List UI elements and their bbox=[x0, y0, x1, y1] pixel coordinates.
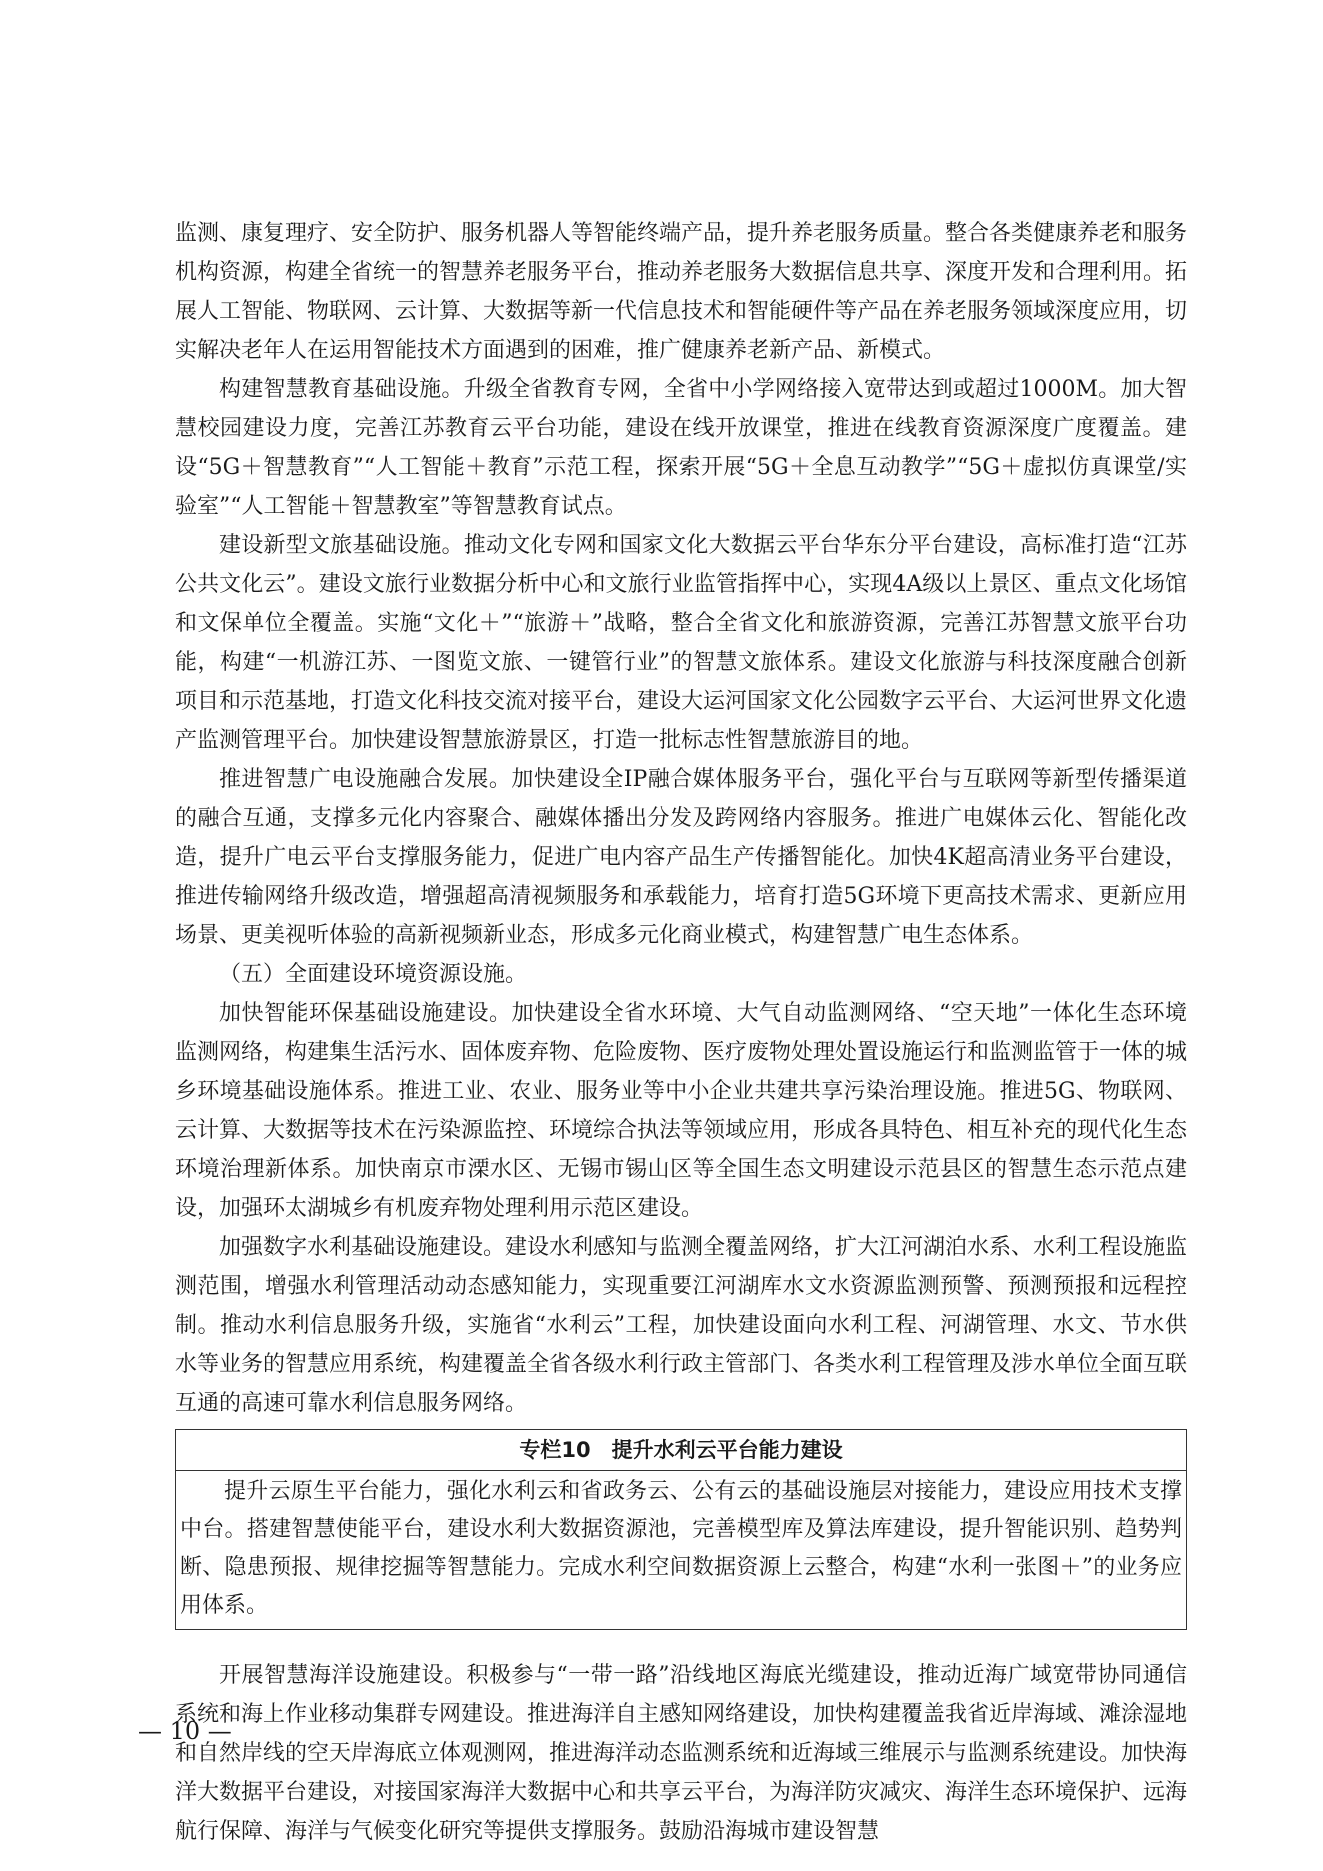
paragraph-elderly-care: 监测、康复理疗、安全防护、服务机器人等智能终端产品，提升养老服务质量。整合各类健康养老和服务机构资源，构建全省统一的智慧养老服务平台，推动养老服务大数据信息共享、深度开发和合理利用。拓展人工智能、物联网、云计算、大数据等新一代信息技术和智能硬件等产品在养老服务领域深度应用，切实解决老年人在运用智能技术方面遇到的困难，推广健康养老新产品、新模式。 bbox=[175, 221, 1188, 363]
paragraph-smart-broadcast: 推进智慧广电设施融合发展。加快建设全IP融合媒体服务平台，强化平台与互联网等新型传播渠道的融合互通，支撑多元化内容聚合、融媒体播出分发及跨网络内容服务。推进广电媒体云化、智能化改造，提升广电云平台支撑服务能力，促进广电内容产品生产传播智能化。加快4K超高清业务平台建设，推进传输网络升级改造，增强超高清视频服务和承载能力，培育打造5G环境下更高技术需求、更新应用场景、更美视听体验的高新视频新业态，形成多元化商业模式，构建智慧广电生态体系。 bbox=[175, 767, 1187, 948]
document-body bbox=[175, 214, 1187, 1851]
column-box-title: 专栏10 提升水利云平台能力建设 bbox=[176, 1430, 1186, 1471]
paragraph-smart-education: 构建智慧教育基础设施。升级全省教育专网，全省中小学网络接入宽带达到或超过1000M。加大智慧校园建设力度，完善江苏教育云平台功能，建设在线开放课堂，推进在线教育资源深度广度覆盖。建设“5G＋智慧教育”“人工智能＋教育”示范工程，探索开展“5G＋全息互动教学”“5G＋虚拟仿真课堂/实验室”“人工智能＋智慧教室”等智慧教育试点。 bbox=[175, 377, 1187, 519]
column-box-body: 提升云原生平台能力，强化水利云和省政务云、公有云的基础设施层对接能力，建设应用技术支撑中台。搭建智慧使能平台，建设水利大数据资源池，完善模型库及算法库建设，提升智能识别、趋势判断、隐患预报、规律挖掘等智慧能力。完成水利空间数据资源上云整合，构建“水利一张图＋”的业务应用体系。 bbox=[180, 1479, 1182, 1618]
paragraph-smart-environment: 加快智能环保基础设施建设。加快建设全省水环境、大气自动监测网络、“空天地”一体化生态环境监测网络，构建集生活污水、固体废弃物、危险废物、医疗废物处理处置设施运行和监测监管于一体的城乡环境基础设施体系。推进工业、农业、服务业等中小企业共建共享污染治理设施。推进5G、物联网、云计算、大数据等技术在污染源监控、环境综合执法等领域应用，形成各具特色、相互补充的现代化生态环境治理新体系。加快南京市溧水区、无锡市锡山区等全国生态文明建设示范县区的智慧生态示范点建设，加强环太湖城乡有机废弃物处理利用示范区建设。 bbox=[175, 1001, 1188, 1221]
paragraph-culture-tourism: 建设新型文旅基础设施。推动文化专网和国家文化大数据云平台华东分平台建设，高标准打造“江苏公共文化云”。建设文旅行业数据分析中心和文旅行业监管指挥中心，实现4A级以上景区、重点文化场馆和文保单位全覆盖。实施“文化＋”“旅游＋”战略，整合全省文化和旅游资源，完善江苏智慧文旅平台功能，构建“一机游江苏、一图览文旅、一键管行业”的智慧文旅体系。建设文化旅游与科技深度融合创新项目和示范基地，打造文化科技交流对接平台，建设大运河国家文化公园数字云平台、大运河世界文化遗产监测管理平台。加快建设智慧旅游景区，打造一批标志性智慧旅游目的地。 bbox=[175, 533, 1188, 753]
section-heading: （五）全面建设环境资源设施。 bbox=[219, 962, 528, 987]
paragraph-digital-water: 加强数字水利基础设施建设。建设水利感知与监测全覆盖网络，扩大江河湖泊水系、水利工程设施监测范围，增强水利管理活动动态感知能力，实现重要江河湖库水文水资源监测预警、预测预报和远程控制。推动水利信息服务升级，实施省“水利云”工程，加快建设面向水利工程、河湖管理、水文、节水供水等业务的智慧应用系统，构建覆盖全省各级水利行政主管部门、各类水利工程管理及涉水单位全面互联互通的高速可靠水利信息服务网络。 bbox=[175, 1235, 1188, 1416]
page-number: — 10 — bbox=[138, 1717, 232, 1745]
paragraph-smart-ocean: 开展智慧海洋设施建设。积极参与“一带一路”沿线地区海底光缆建设，推动近海广域宽带协同通信系统和海上作业移动集群专网建设。推进海洋自主感知网络建设，加快构建覆盖我省近岸海域、滩涂湿地和自然岸线的空天岸海底立体观测网，推进海洋动态监测系统和近海域三维展示与监测系统建设。加快海洋大数据平台建设，对接国家海洋大数据中心和共享云平台，为海洋防灾减灾、海洋生态环境保护、远海航行保障、海洋与气候变化研究等提供支撑服务。鼓励沿海城市建设智慧 bbox=[175, 1663, 1188, 1844]
column-box bbox=[175, 1429, 1187, 1630]
